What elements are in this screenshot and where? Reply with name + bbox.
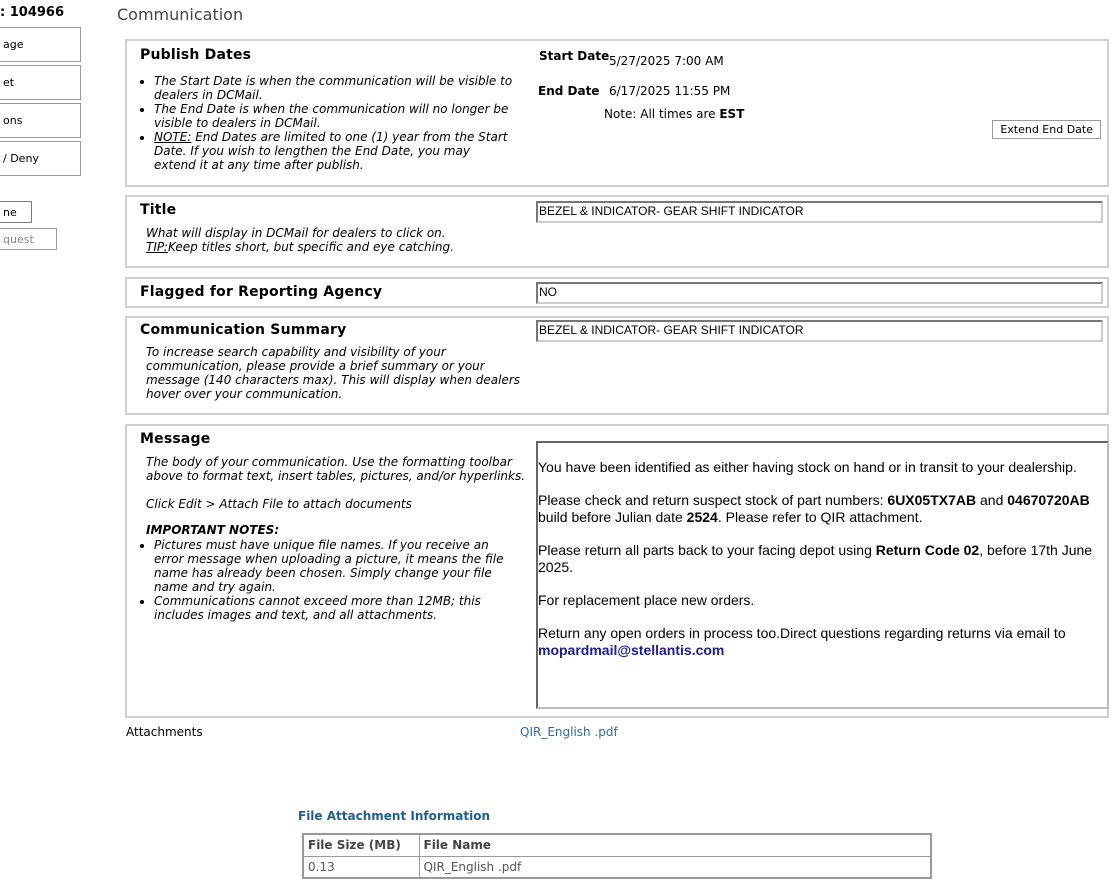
return-code: Return Code 02 xyxy=(875,542,980,558)
msg-p5-text-a: Return any open orders in process too.Direct questions regarding returns via email to xyxy=(538,625,1066,641)
attachment-file-link[interactable]: QIR_English .pdf xyxy=(520,725,618,739)
msg-p2-text-a: Please check and return suspect stock of part numbers: xyxy=(538,492,888,508)
timezone-note-text: Note: All times are xyxy=(604,107,720,121)
flagged-field[interactable]: NO xyxy=(536,282,1103,304)
email-link[interactable]: mopardmail@stellantis.com xyxy=(538,642,725,658)
note-text: End Dates are limited to one (1) year from the Start Date. If you wish to lengthen the End Date, you may extend it at any time after publish. xyxy=(154,130,508,172)
start-date-value[interactable]: 5/27/2025 7:00 AM xyxy=(609,54,724,68)
sidebar-small-button-1[interactable]: ne xyxy=(0,201,32,223)
title-desc: What will display in DCMail for dealers to click on. xyxy=(146,226,446,240)
flagged-heading: Flagged for Reporting Agency xyxy=(140,284,383,300)
part-number-1: 6UX05TX7AB xyxy=(887,492,977,508)
timezone-note xyxy=(604,107,744,121)
col-file-name: File Name xyxy=(419,834,931,856)
important-notes xyxy=(140,538,510,622)
title-section xyxy=(125,195,1109,268)
important-note-pictures: • Pictures must have unique file names. If you receive an error message when uploading a picture, it means the file name has already been chosen. Simply change your file name and try again. xyxy=(154,538,510,594)
file-info-title: File Attachment Information xyxy=(298,809,490,823)
message-paragraph-4: For replacement place new orders. xyxy=(538,592,755,608)
cell-file-name: QIR_English .pdf xyxy=(419,856,931,878)
title-tip xyxy=(146,240,454,254)
message-paragraph-3 xyxy=(538,542,1107,576)
sidebar-button-approve-deny[interactable]: / Deny xyxy=(0,141,81,176)
message-body-editor[interactable] xyxy=(536,441,1109,709)
title-field[interactable]: BEZEL & INDICATOR- GEAR SHIFT INDICATOR xyxy=(536,201,1103,223)
flagged-section xyxy=(125,277,1109,308)
title-help xyxy=(146,226,454,254)
msg-p3-text-c: , before 17th June 2025. xyxy=(538,542,1093,575)
important-notes-heading: IMPORTANT NOTES: xyxy=(146,523,280,537)
sidebar-button-1[interactable]: age xyxy=(0,27,81,62)
msg-p2-text-e: build before Julian date xyxy=(538,509,687,525)
table-row xyxy=(303,856,931,878)
msg-p2-text-c: and xyxy=(976,492,1008,508)
publish-dates-heading: Publish Dates xyxy=(140,47,252,63)
end-date-label: End Date xyxy=(538,84,600,98)
attach-help: Click Edit > Attach File to attach documents xyxy=(146,497,412,511)
sidebar-button-3[interactable]: ons xyxy=(0,103,81,138)
timezone-value: EST xyxy=(719,107,745,121)
publish-bullet-note xyxy=(154,130,515,172)
summary-section xyxy=(125,316,1109,415)
message-paragraph-2 xyxy=(538,492,1107,526)
attachments-label: Attachments xyxy=(126,725,203,739)
communication-id: : 104966 xyxy=(0,5,64,20)
sidebar-button-2[interactable]: et xyxy=(0,65,81,100)
msg-p2-text-g: . Please refer to QIR attachment. xyxy=(717,509,923,525)
note-label: NOTE: xyxy=(154,130,192,144)
file-info-table xyxy=(302,833,932,879)
julian-date: 2524 xyxy=(686,509,718,525)
message-heading: Message xyxy=(140,431,211,447)
message-help: The body of your communication. Use the formatting toolbar above to format text, insert tables, pictures, and/or hyperlinks. xyxy=(146,455,526,483)
table-header-row xyxy=(303,834,931,856)
message-paragraph-1: You have been identified as either having stock on hand or in transit to your dealership. xyxy=(538,459,1077,475)
col-file-size: File Size (MB) xyxy=(303,834,419,856)
cell-file-size: 0.13 xyxy=(303,856,419,878)
title-heading: Title xyxy=(140,202,177,218)
part-number-2: 04670720AB xyxy=(1007,492,1090,508)
tip-label: TIP: xyxy=(146,240,168,254)
summary-help: To increase search capability and visibility of your communication, please provide a brief summary or your message (140 characters max). This will display when dealers hover over your communication. xyxy=(146,345,520,401)
page-title: Communication xyxy=(117,5,244,24)
msg-p3-text-a: Please return all parts back to your facing depot using xyxy=(538,542,876,558)
publish-bullet-end: • The End Date is when the communication will no longer be visible to dealers in DCMail. xyxy=(154,102,515,130)
summary-field[interactable]: BEZEL & INDICATOR- GEAR SHIFT INDICATOR xyxy=(536,320,1103,342)
tip-text: Keep titles short, but specific and eye catching. xyxy=(167,240,454,254)
start-date-label: Start Date xyxy=(539,49,610,63)
publish-dates-section xyxy=(125,39,1109,187)
end-date-value[interactable]: 6/17/2025 11:55 PM xyxy=(609,84,731,98)
sidebar-small-button-request[interactable]: quest xyxy=(0,228,57,250)
publish-bullet-start: • The Start Date is when the communication will be visible to dealers in DCMail. xyxy=(154,74,515,102)
important-note-size: • Communications cannot exceed more than 12MB; this includes images and text, and all attachments. xyxy=(154,594,510,622)
message-section xyxy=(125,424,1109,718)
extend-end-date-button[interactable]: Extend End Date xyxy=(992,120,1101,139)
summary-heading: Communication Summary xyxy=(140,322,347,338)
message-paragraph-5 xyxy=(538,625,1107,659)
publish-dates-help xyxy=(140,74,515,172)
